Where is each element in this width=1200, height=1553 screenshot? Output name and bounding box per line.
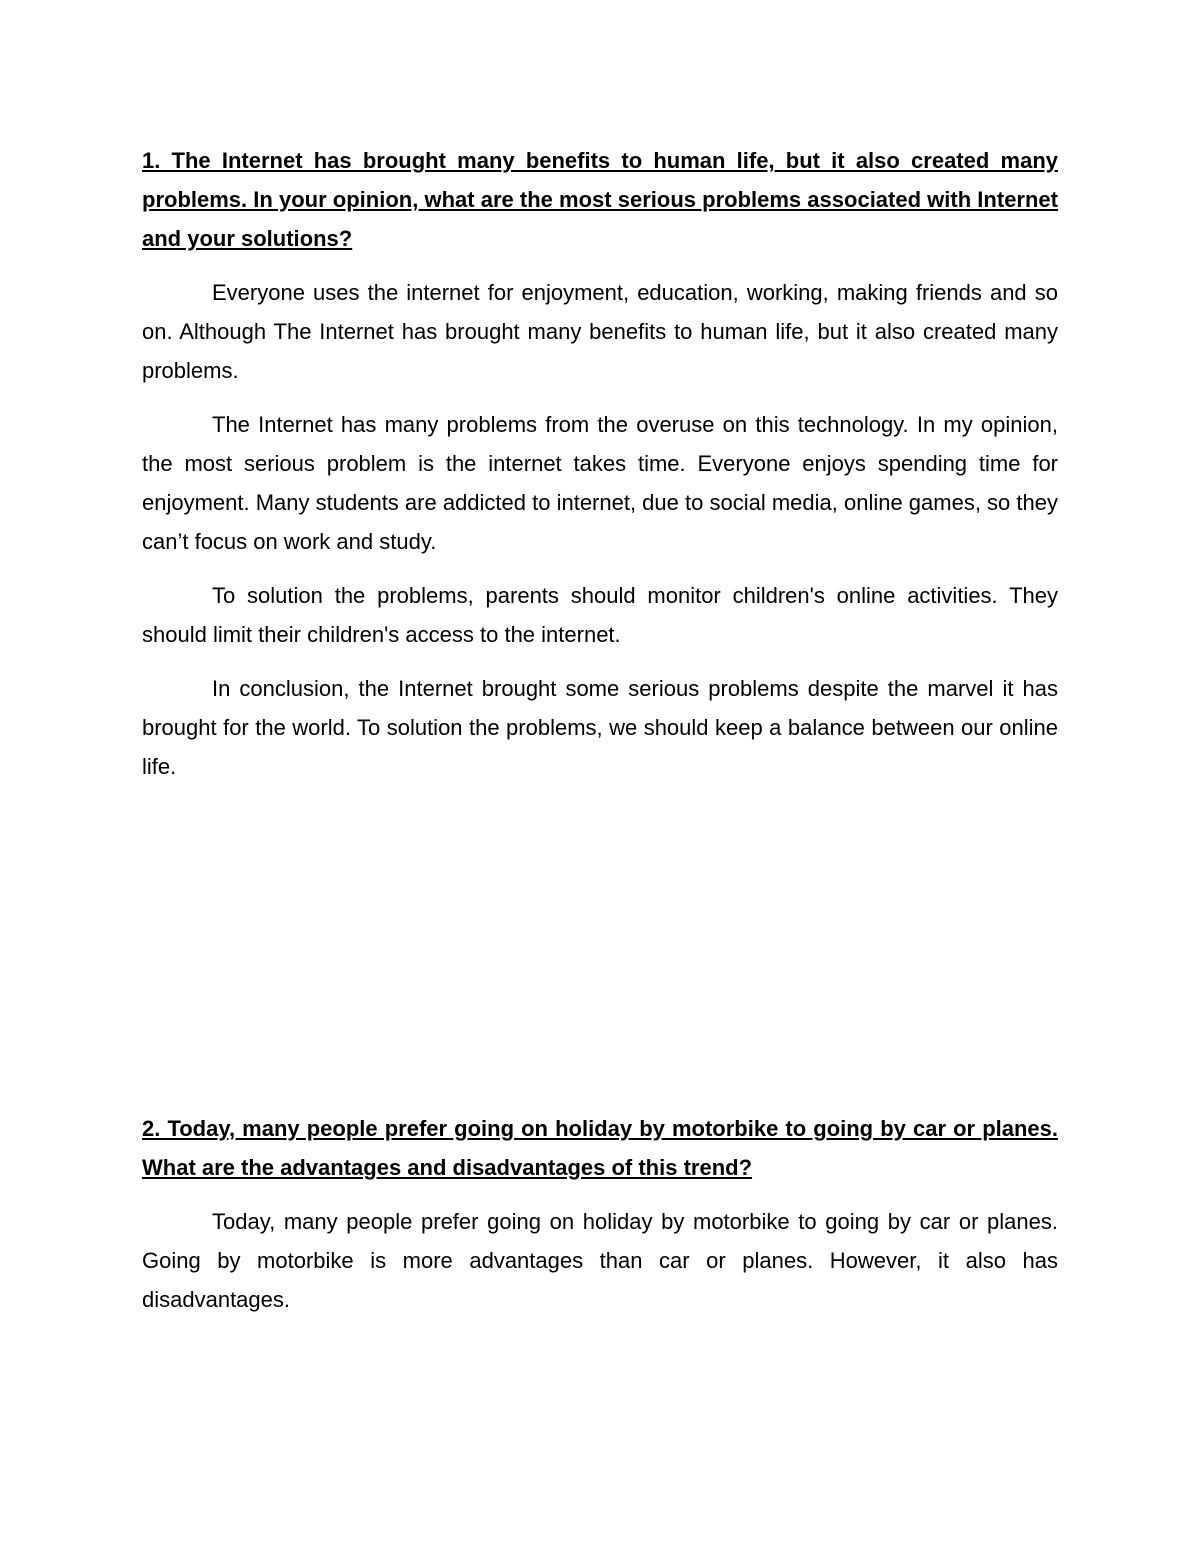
body-paragraph: To solution the problems, parents should monitor children's online activities. They should limit their children's access to the internet. [142,583,1058,647]
body-paragraph: The Internet has many problems from the overuse on this technology. In my opinion, the most serious problem is the internet takes time. Everyone enjoys spending time for enjoyment. Many students are addicted to internet, due to social media, online games, so they can’t focus on work and study. [142,412,1058,554]
body-paragraph: Everyone uses the internet for enjoyment, education, working, making friends and so on. Although The Internet has brought many benefits to human life, but it also created many problems. [142,280,1058,383]
essay-section-1 [142,141,1058,786]
body-paragraph: Today, many people prefer going on holiday by motorbike to going by car or planes. Going by motorbike is more advantages than car or planes. However, it also has disadvantages. [142,1209,1058,1312]
question-heading: 1. The Internet has brought many benefits to human life, but it also created many problems. In your opinion, what are the most serious problems associated with Internet and your solutions? [142,148,1058,251]
essay-section-2 [142,1109,1058,1319]
body-paragraph: In conclusion, the Internet brought some serious problems despite the marvel it has brought for the world. To solution the problems, we should keep a balance between our online life. [142,676,1058,779]
question-heading: 2. Today, many people prefer going on holiday by motorbike to going by car or planes. What are the advantages and disadvantages of this trend? [142,1116,1058,1180]
